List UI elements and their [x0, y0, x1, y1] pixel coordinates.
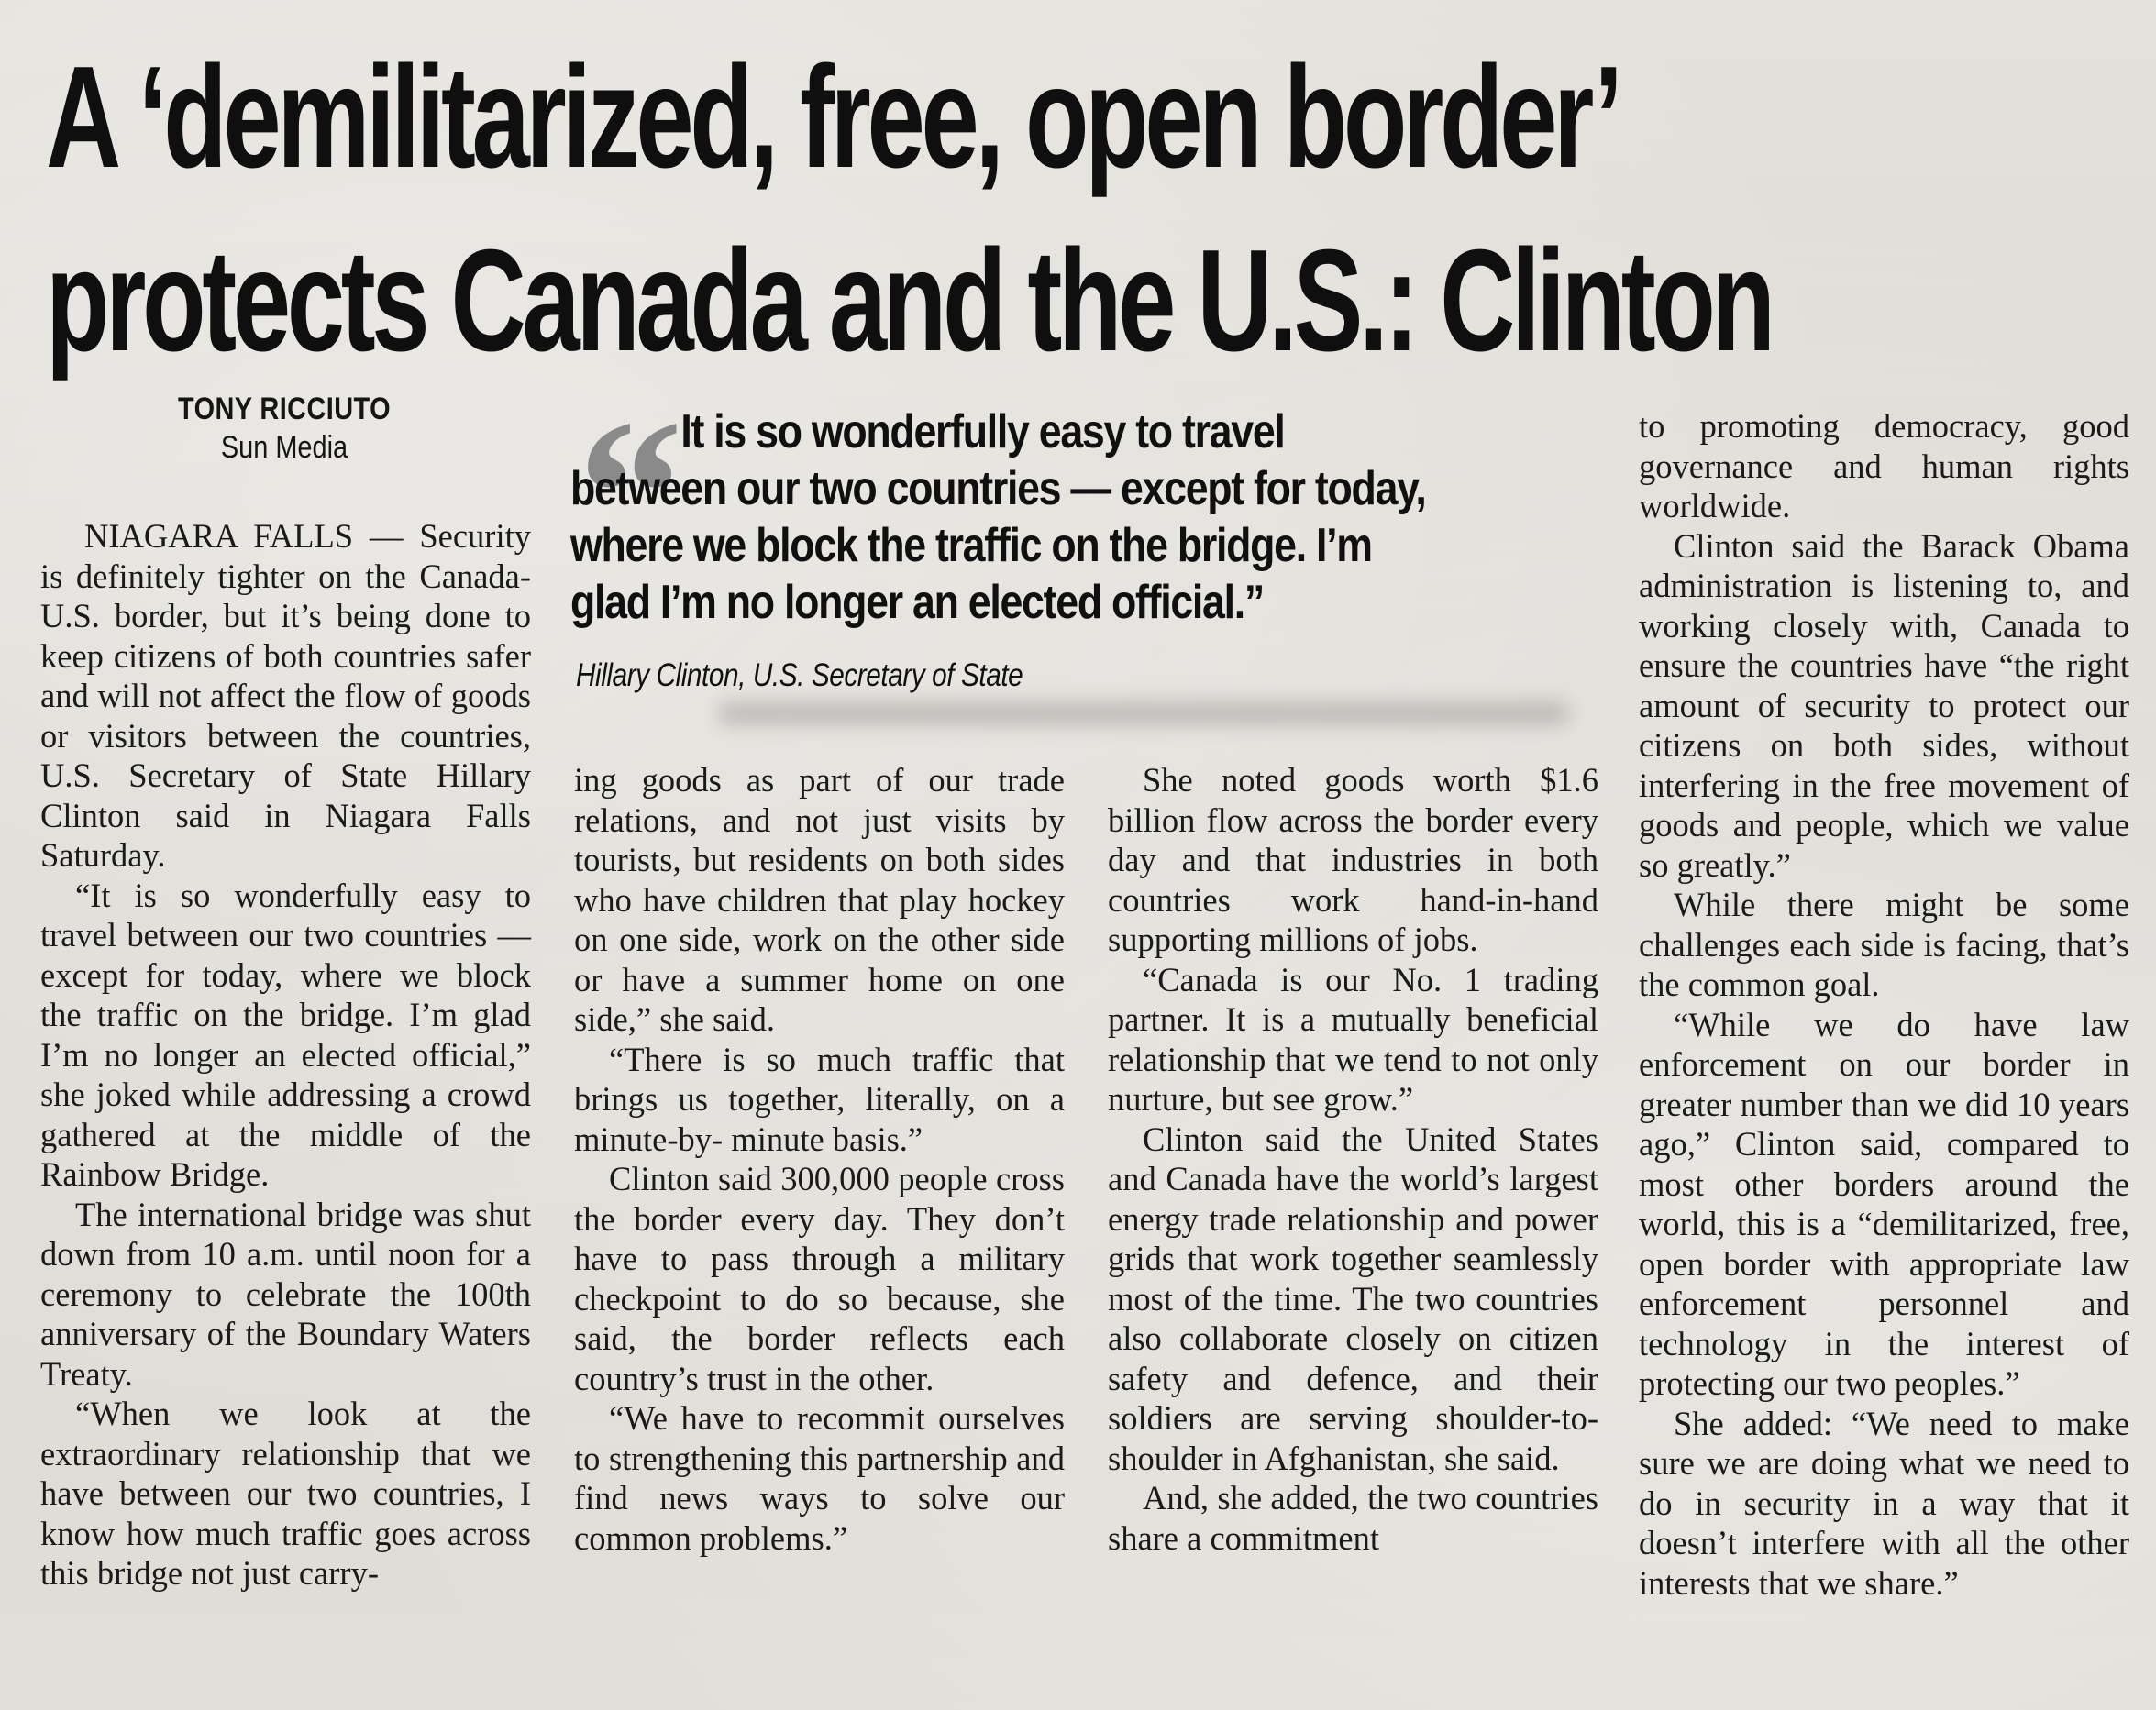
- paragraph: “While we do have law enforcement on our border in greater number than we did 10 years ago,” Clinton said, compared to most other borders around the world, this is a “demilitarized, free, open border with appropriate law enforcement personnel and technology in the interest of protecting our two peoples.”: [1639, 1005, 2129, 1402]
- article-column-2: [574, 760, 1065, 1558]
- paragraph: “Canada is our No. 1 trading partner. It is a mutually beneficial relationship that we tend to not only nurture, but see grow.”: [1108, 960, 1598, 1118]
- byline-author: TONY RICCIUTO: [178, 392, 391, 426]
- scan-smudge: [717, 701, 1570, 725]
- headline-line-1: A ‘demilitarized, free, open border’: [46, 37, 1620, 198]
- pull-quote-attribution: Hillary Clinton, U.S. Secretary of State: [576, 657, 1023, 693]
- paragraph: While there might be some challenges each side is facing, that’s the common goal.: [1639, 886, 2129, 1003]
- paragraph: Clinton said 300,000 people cross the border every day. They don’t have to pass through a military checkpoint to do so because, she said, the border reflects each country’s trust in the other.: [574, 1160, 1065, 1397]
- paragraph: ing goods as part of our trade relations, and not just visits by tourists, but residents on both sides who have children that play hockey on one side, work on the other side or have a summer home on one side,” she said.: [574, 761, 1065, 1038]
- paragraph: She noted goods worth $1.6 billion flow across the border every day and that industries in both countries work hand-in-hand supporting millions of jobs.: [1108, 761, 1598, 958]
- paragraph: “When we look at the extraordinary relationship that we have between our two countries, I know how much traffic goes across this bridge not just carry-: [40, 1395, 531, 1592]
- paragraph: And, she added, the two countries share a commitment: [1108, 1479, 1598, 1557]
- pull-quote-text: It is so wonderfully easy to travel between our two countries — except for today, where we block the traffic on the bridge. I’m glad I’m no longer an elected official.”: [570, 405, 1426, 629]
- paragraph: “We have to recommit ourselves to strengthening this partnership and find news ways to solve our common problems.”: [574, 1399, 1065, 1557]
- article-column-4: [1639, 406, 2129, 1603]
- pull-quote: [570, 376, 1607, 693]
- paragraph: NIAGARA FALLS — Security is definitely tighter on the Canada-U.S. border, but it’s being done to keep citizens of both countries safer and will not affect the flow of goods or visitors between the countries, U.S. Secretary of State Hillary Clinton said in Niagara Falls Saturday.: [40, 517, 531, 874]
- article-column-1: [40, 516, 531, 1594]
- paragraph: She added: “We need to make sure we are doing what we need to do in security in a way that it doesn’t interfere with all the other interests that we share.”: [1639, 1404, 2129, 1602]
- byline-outlet: Sun Media: [220, 430, 348, 465]
- paragraph: to promoting democracy, good governance and human rights worldwide.: [1639, 407, 2129, 524]
- quote-mark-icon: “: [578, 376, 683, 610]
- paragraph: Clinton said the United States and Canada have the world’s largest energy trade relationship and power grids that work together seamlessly most of the time. The two countries also collaborate closely on citizen safety and defence, and their soldiers are serving shoulder-to-shoulder in Afghanistan, she said.: [1108, 1120, 1598, 1477]
- headline: [46, 26, 1772, 392]
- paragraph: The international bridge was shut down from 10 a.m. until noon for a ceremony to celebrate the 100th anniversary of the Boundary Waters Treaty.: [40, 1195, 531, 1393]
- paragraph: Clinton said the Barack Obama administration is listening to, and working closely with, Canada to ensure the countries have “the right amount of security to protect our citizens on both sides, without interfering in the free movement of goods and people, which we value so greatly.”: [1639, 526, 2129, 884]
- headline-line-2: protects Canada and the U.S.: Clinton: [46, 220, 1772, 381]
- paragraph: “It is so wonderfully easy to travel between our two countries — except for today, where we block the traffic on the bridge. I’m glad I’m no longer an elected official,” she joked while addressing a crowd gathered at the middle of the Rainbow Bridge.: [40, 876, 531, 1193]
- byline: [128, 390, 440, 467]
- paragraph: “There is so much traffic that brings us together, literally, on a minute-by- minute basis.”: [574, 1040, 1065, 1158]
- article-column-3: [1108, 760, 1598, 1558]
